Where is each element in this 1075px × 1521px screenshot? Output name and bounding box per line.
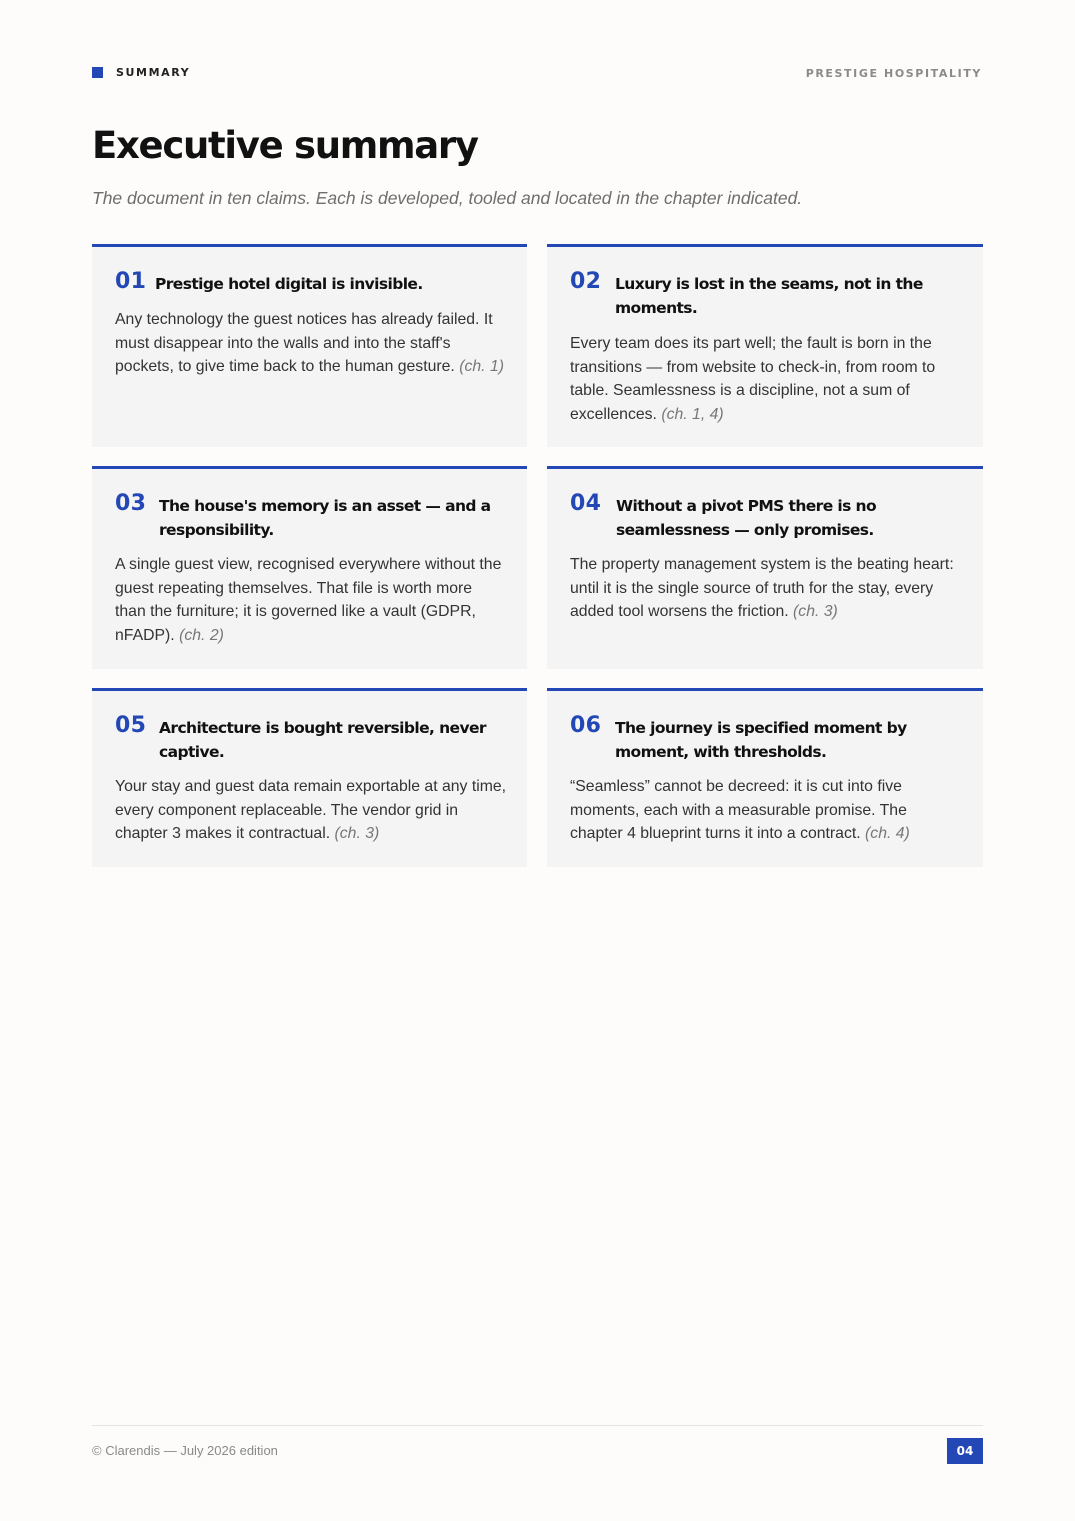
claim-card bbox=[547, 688, 983, 867]
claim-body bbox=[570, 553, 963, 624]
footer-copyright: © Clarendis — July 2026 edition bbox=[92, 1443, 278, 1458]
claim-card bbox=[92, 466, 527, 669]
chapter-reference: (ch. 3) bbox=[334, 825, 380, 843]
chapter-reference: (ch. 1, 4) bbox=[661, 405, 724, 423]
chapter-reference: (ch. 1) bbox=[459, 358, 504, 376]
claim-card bbox=[547, 466, 983, 669]
claim-header bbox=[570, 491, 961, 542]
claim-number: 02 bbox=[570, 269, 602, 294]
page-subtitle: The document in ten claims. Each is developed, tooled and located in the chapter indicated. bbox=[92, 188, 803, 208]
claim-title: The house's memory is an asset — and a responsibility. bbox=[159, 497, 491, 539]
claim-number: 03 bbox=[115, 491, 147, 516]
chapter-reference: (ch. 4) bbox=[865, 825, 910, 843]
claim-title: Luxury is lost in the seams, not in the moments. bbox=[615, 275, 923, 317]
claim-card bbox=[547, 244, 983, 447]
claim-header bbox=[115, 269, 505, 296]
claim-text: “Seamless” cannot be decreed: it is cut into five moments, each with a measurable promise. The chapter 4 blueprint turns it into a contract. bbox=[570, 778, 907, 843]
claim-body bbox=[115, 553, 507, 647]
section-tag bbox=[92, 66, 190, 79]
claim-title: Prestige hotel digital is invisible. bbox=[155, 275, 423, 293]
section-marker-icon bbox=[92, 67, 103, 78]
claim-title: The journey is specified moment by moment, with thresholds. bbox=[615, 719, 907, 761]
chapter-reference: (ch. 3) bbox=[793, 603, 838, 621]
claim-body bbox=[115, 308, 507, 379]
claim-header bbox=[570, 269, 961, 320]
brand-label: PRESTIGE HOSPITALITY bbox=[805, 67, 982, 80]
claim-number: 01 bbox=[115, 269, 147, 294]
claim-card bbox=[92, 688, 527, 867]
page-title: Executive summary bbox=[92, 124, 478, 167]
claim-text: Every team does its part well; the fault is born in the transitions — from website to check-in, from room to table. Seamlessness is a discipline, not a sum of excellences. bbox=[570, 335, 936, 423]
chapter-reference: (ch. 2) bbox=[179, 626, 224, 644]
claim-header bbox=[570, 713, 961, 764]
footer-divider bbox=[92, 1425, 983, 1426]
claim-text: Your stay and guest data remain exportable at any time, every component replaceable. The vendor grid in chapter 3 makes it contractual. bbox=[115, 778, 507, 843]
claim-body bbox=[570, 775, 963, 846]
claim-text: A single guest view, recognised everywhere without the guest repeating themselves. That file is worth more than the furniture; it is governed like a vault (GDPR, nFADP). bbox=[115, 556, 502, 644]
claim-number: 04 bbox=[570, 491, 602, 516]
claim-header bbox=[115, 713, 505, 764]
claim-title: Without a pivot PMS there is no seamlessness — only promises. bbox=[616, 497, 877, 539]
claim-number: 05 bbox=[115, 713, 147, 738]
claim-title: Architecture is bought reversible, never captive. bbox=[159, 719, 486, 761]
claim-card bbox=[92, 244, 527, 447]
page-header bbox=[92, 66, 982, 82]
claim-header bbox=[115, 491, 505, 542]
claim-body bbox=[570, 332, 963, 426]
page-number-badge: 04 bbox=[947, 1438, 983, 1464]
claim-text: The property management system is the beating heart: until it is the single source of truth for the stay, every added tool worsens the friction. bbox=[570, 556, 954, 621]
claim-body bbox=[115, 775, 507, 846]
claim-number: 06 bbox=[570, 713, 602, 738]
claim-text: Any technology the guest notices has already failed. It must disappear into the walls and into the staff's pockets, to give time back to the human gesture. bbox=[115, 311, 493, 376]
section-label: SUMMARY bbox=[116, 66, 191, 79]
